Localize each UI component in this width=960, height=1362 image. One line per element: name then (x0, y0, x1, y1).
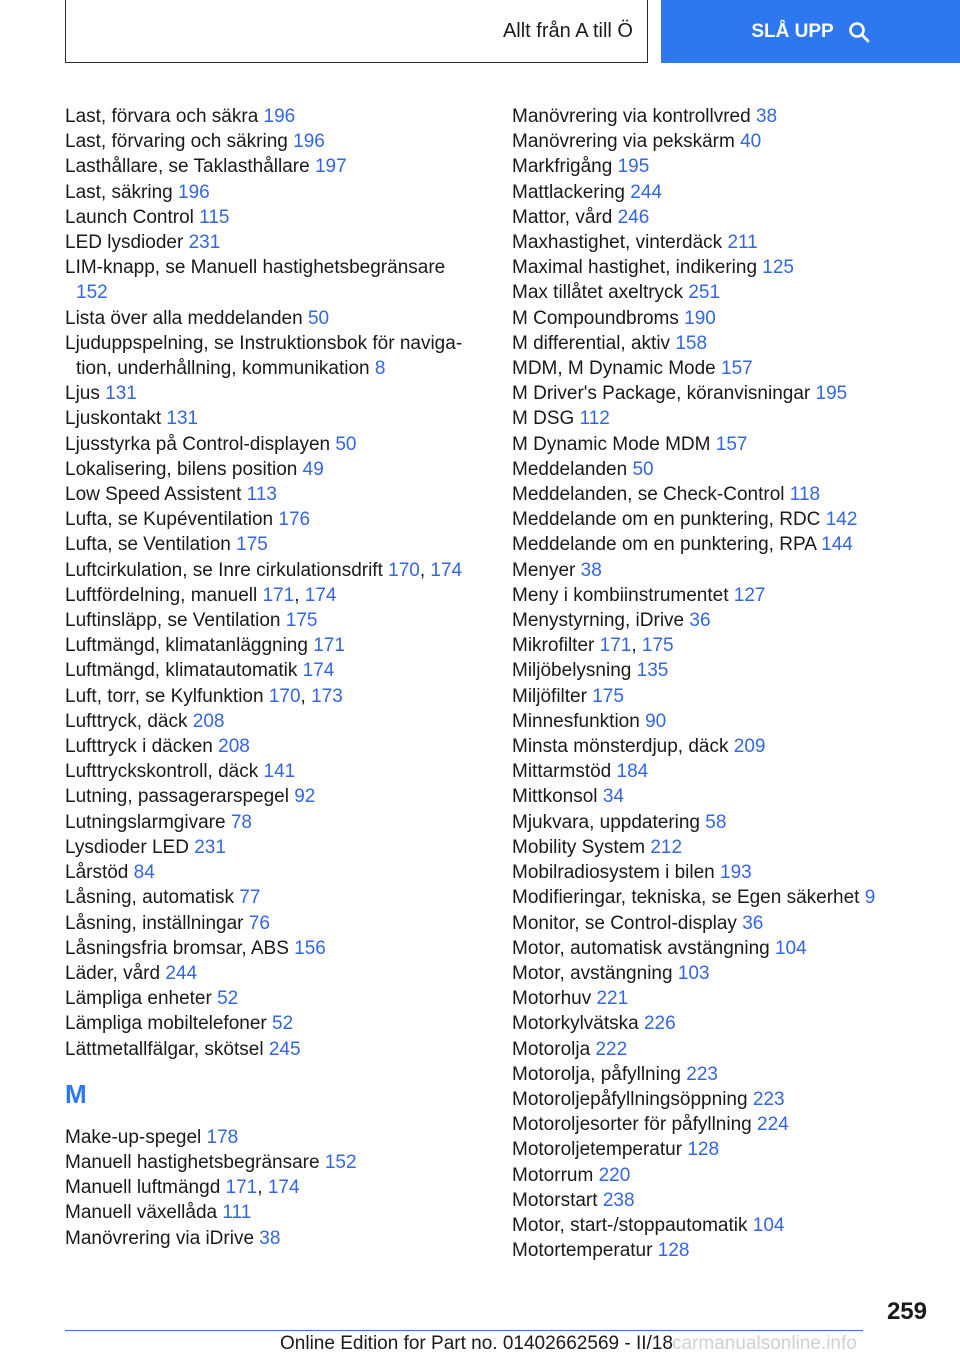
index-entry-text: Miljöbelysning (512, 660, 632, 682)
index-entry-text: Lämpliga enheter (65, 988, 212, 1010)
page-number: 259 (886, 1298, 927, 1325)
index-entry (512, 180, 952, 205)
index-entry (512, 1062, 952, 1087)
index-list-l (65, 104, 475, 1062)
index-entry-text: Meddelande om en punktering, RDC (512, 509, 821, 531)
index-entry-text: Lufta, se Kupéventilation (65, 509, 274, 531)
page-reference-link[interactable]: 244 (630, 181, 662, 203)
index-entry (65, 406, 475, 431)
index-entry (512, 432, 952, 457)
index-entry-text: Manövrering via kontrollvred (512, 106, 751, 127)
page-reference-link[interactable]: 115 (199, 206, 230, 228)
page-reference-link[interactable]: 209 (733, 736, 766, 758)
index-entry-text: Motor, start-/stoppautomatik (512, 1214, 748, 1236)
page-reference-link[interactable]: 231 (188, 232, 221, 254)
page-reference-link[interactable]: 190 (684, 307, 716, 329)
index-entry (65, 1226, 475, 1251)
index-entry-text: Motoroljetemperatur (512, 1139, 683, 1161)
index-entry-text: Luft, torr, se Kylfunktion (65, 685, 264, 707)
page-reference-link[interactable]: 8 (374, 358, 386, 380)
page-reference-link[interactable]: 223 (752, 1088, 785, 1110)
index-entry (512, 658, 952, 683)
index-entry (512, 1087, 952, 1112)
page-reference-link[interactable]: 104 (774, 937, 807, 959)
index-entry-text: Mikrofilter (512, 635, 595, 657)
index-entry-text: Motor, automatisk avstängning (512, 937, 770, 959)
index-entry-text: Lutningslarmgivare (65, 811, 226, 833)
page-reference-link[interactable]: 157 (715, 433, 748, 455)
index-entry (512, 129, 952, 154)
index-entry (512, 255, 952, 280)
page-reference-link[interactable]: 142 (825, 509, 858, 531)
index-entry-text: Ljus (65, 383, 100, 405)
page-reference-link[interactable]: 36 (742, 912, 764, 934)
page-reference-link[interactable]: 220 (598, 1164, 631, 1186)
index-entry (65, 1150, 475, 1175)
section-heading-m: M (65, 1078, 87, 1109)
index-entry-text: Luftmängd, klimatanläggning (65, 635, 308, 657)
index-entry (512, 532, 952, 557)
index-entry (65, 961, 475, 986)
index-entry (65, 709, 475, 734)
index-entry-text: LED lysdioder (65, 232, 184, 254)
index-entry-text: LIM-knapp, se Manuell hastighetsbegränsare (65, 257, 446, 279)
page-reference-link[interactable]: 223 (686, 1063, 718, 1085)
index-entry-text: Minnesfunktion (512, 710, 640, 732)
index-entry: Manuell luftmängd 171, 174 (65, 1177, 300, 1199)
page-reference-link[interactable]: 173 (311, 685, 343, 707)
index-entry (65, 180, 475, 205)
page-reference-link[interactable]: 231 (194, 836, 226, 858)
page-reference-link[interactable]: 246 (617, 206, 650, 228)
page-reference-link[interactable]: 9 (864, 887, 876, 909)
index-entry (65, 986, 475, 1011)
index-entry (65, 507, 475, 532)
index-entry-text: M differential, aktiv (512, 332, 671, 354)
page-reference-link[interactable]: 251 (688, 282, 721, 304)
index-entry (65, 734, 475, 759)
index-entry (512, 835, 952, 860)
index-entry-text: Manuell hastighetsbegränsare (65, 1151, 320, 1173)
index-column-right (512, 104, 952, 1263)
index-entry (512, 860, 952, 885)
page-reference-link[interactable]: 175 (236, 534, 268, 556)
index-entry (65, 784, 475, 809)
index-entry (512, 784, 952, 809)
index-entry-text: Mattor, vård (512, 206, 613, 228)
page-reference-link[interactable]: 152 (76, 282, 108, 304)
index-entry (512, 205, 952, 230)
page-reference-link[interactable]: 135 (636, 660, 669, 682)
page-reference-link[interactable]: 50 (632, 458, 654, 480)
page-reference-link[interactable]: 175 (641, 635, 674, 657)
page-reference-link[interactable]: 40 (740, 131, 762, 153)
index-entry (65, 835, 475, 860)
page-reference-link[interactable]: 211 (727, 232, 758, 254)
index-entry-text: M Compoundbroms (512, 307, 679, 329)
index-entry (512, 558, 952, 583)
page-reference-link[interactable]: 175 (592, 685, 624, 707)
index-entry-text: Miljöfilter (512, 685, 587, 707)
index-entry (512, 1011, 952, 1036)
index-entry-text: Lufttryck, däck (65, 710, 188, 732)
page-reference-link[interactable]: 157 (721, 358, 753, 380)
edition-footer: Online Edition for Part no. 01402662569 - II/18 (280, 1333, 673, 1354)
index-entry-text: Motoroljepåfyllningsöppning (512, 1088, 748, 1110)
index-entry: Mikrofilter 171, 175 (512, 635, 674, 657)
index-entry (512, 230, 952, 255)
index-entry-text: Mobility System (512, 836, 646, 858)
page-reference-link[interactable]: 111 (222, 1202, 252, 1224)
index-entry (65, 759, 475, 784)
page-reference-link[interactable]: 38 (580, 559, 602, 581)
page-reference-link[interactable]: 128 (657, 1240, 690, 1262)
index-entry (65, 633, 475, 658)
index-entry (65, 104, 475, 129)
index-entry (65, 205, 475, 230)
page-reference-link[interactable]: 158 (675, 332, 708, 354)
page-reference-link[interactable]: 49 (302, 458, 324, 480)
index-entry-text: Låsningsfria bromsar, ABS (65, 937, 289, 959)
index-entry (65, 154, 475, 179)
index-entry-text: Lufta, se Ventilation (65, 534, 231, 556)
index-entry-text: Lokalisering, bilens position (65, 458, 298, 480)
index-entry-text: M Driver's Package, köranvisningar (512, 383, 811, 405)
index-entry-text: Läder, vård (65, 962, 161, 984)
page-reference-link[interactable]: 50 (335, 433, 357, 455)
index-entry-text: Manövrering via pekskärm (512, 131, 735, 153)
index-entry-text: Motorolja, påfyllning (512, 1063, 681, 1085)
index-entry-text: Ljuskontakt (65, 408, 162, 430)
page-reference-link[interactable]: 208 (218, 736, 250, 758)
page-reference-link[interactable]: 245 (268, 1038, 301, 1060)
page-reference-link[interactable]: 195 (617, 156, 650, 178)
page-reference-link[interactable]: 58 (705, 811, 727, 833)
page-reference-link[interactable]: 118 (789, 484, 821, 506)
index-entry (512, 986, 952, 1011)
index-entry (512, 406, 952, 431)
page-reference-link[interactable]: 226 (643, 1013, 676, 1035)
index-entry-text: Mjukvara, uppdatering (512, 811, 700, 833)
index-entry (512, 684, 952, 709)
search-icon (848, 21, 870, 43)
index-entry-text: M DSG (512, 408, 575, 430)
index-entry-text: Manövrering via iDrive (65, 1227, 255, 1249)
page-reference-link[interactable]: 212 (650, 836, 683, 858)
index-entry (65, 658, 475, 683)
page-reference-link[interactable]: 103 (677, 962, 710, 984)
index-entry-text: Last, förvaring och säkring (65, 131, 288, 153)
index-entry-text: Lättmetallfälgar, skötsel (65, 1038, 264, 1060)
page-reference-link[interactable]: 36 (689, 610, 711, 632)
page-reference-link[interactable]: 174 (430, 559, 463, 581)
index-entry-text: Low Speed Assistent (65, 484, 242, 506)
index-entry (65, 331, 475, 381)
page-reference-link[interactable]: 174 (267, 1177, 300, 1199)
index-entry (512, 709, 952, 734)
index-entry-text: Lista över alla meddelanden (65, 307, 303, 329)
index-entry-text: Motorolja (512, 1038, 591, 1060)
index-entry (65, 432, 475, 457)
page-reference-link[interactable]: 52 (217, 988, 239, 1010)
index-entry (65, 608, 475, 633)
index-entry-text: Menystyrning, iDrive (512, 610, 685, 632)
page-reference-link[interactable]: 171 (599, 635, 632, 657)
index-entry-text: Monitor, se Control-display (512, 912, 737, 934)
tab-a-to-z-label: Allt från A till Ö (502, 19, 633, 42)
index-entry (512, 1037, 952, 1062)
page-reference-link[interactable]: 38 (755, 106, 778, 127)
index-entry: Luftfördelning, manuell 171, 174 (65, 584, 337, 606)
page-reference-link[interactable]: 84 (133, 862, 155, 884)
index-entry (512, 104, 952, 129)
page-reference-link[interactable]: 131 (166, 408, 199, 430)
page-reference-link[interactable]: 156 (294, 937, 326, 959)
index-entry (65, 1037, 475, 1062)
page-reference-link[interactable]: 38 (259, 1227, 281, 1249)
index-entry (512, 1213, 952, 1238)
index-entry (65, 1200, 475, 1225)
index-entry (512, 583, 952, 608)
index-entry-text: Minsta mönsterdjup, däck (512, 736, 729, 758)
index-entry (65, 306, 475, 331)
index-entry (512, 608, 952, 633)
index-entry-text: Lufttryck i däcken (65, 736, 213, 758)
index-entry (512, 356, 952, 381)
index-entry-text: Launch Control (65, 206, 194, 228)
page-reference-link[interactable]: 78 (230, 811, 252, 833)
page-reference-link[interactable]: 112 (579, 408, 610, 430)
index-entry (512, 911, 952, 936)
index-entry (512, 1112, 952, 1137)
index-entry-text: Luftinsläpp, se Ventilation (65, 610, 281, 632)
index-entry-text: Mattlackering (512, 181, 625, 203)
index-entry (65, 860, 475, 885)
page-reference-link[interactable]: 196 (293, 131, 325, 153)
page-reference-link[interactable]: 76 (248, 912, 270, 934)
index-entry-text: Manuell luftmängd (65, 1177, 221, 1199)
index-list-m-continued (512, 104, 952, 1263)
index-entry (512, 507, 952, 532)
index-entry (65, 482, 475, 507)
index-entry (512, 457, 952, 482)
page-reference-link[interactable]: 238 (602, 1189, 635, 1211)
page-reference-link[interactable]: 196 (178, 181, 210, 203)
page-reference-link[interactable]: 104 (752, 1214, 785, 1236)
index-entry: Luft, torr, se Kylfunktion 170, 173 (65, 685, 343, 707)
page-reference-link[interactable]: 152 (324, 1151, 357, 1173)
page-reference-link[interactable]: 184 (616, 761, 649, 783)
index-entry-text: Motorhuv (512, 988, 592, 1010)
index-entry-text: Menyer (512, 559, 576, 581)
index-entry-text: Meddelanden (512, 458, 628, 480)
index-entry-text: Modifieringar, tekniska, se Egen säkerhet (512, 887, 860, 909)
page-reference-link[interactable]: 208 (192, 710, 225, 732)
index-list-m (65, 1125, 475, 1251)
page-reference-link[interactable]: 92 (294, 786, 316, 808)
index-entry-text: Make-up-spegel (65, 1126, 202, 1148)
page-reference-link[interactable]: 171 (313, 635, 345, 657)
index-entry (65, 810, 475, 835)
page-reference-link[interactable]: 244 (165, 962, 198, 984)
page-reference-link[interactable]: 221 (596, 988, 629, 1010)
page-reference-link[interactable]: 171 (262, 584, 295, 606)
index-entry-text: Lasthållare, se Taklasthållare (65, 156, 310, 178)
footer-divider (65, 1330, 863, 1331)
index-entry-text: Ljusstyrka på Control-displayen (65, 433, 331, 455)
index-entry: Luftcirkulation, se Inre cirkulationsdrift 170, 174 (65, 559, 463, 581)
page-reference-link[interactable]: 34 (602, 786, 624, 808)
index-entry (512, 154, 952, 179)
index-entry-text: Last, säkring (65, 181, 173, 203)
watermark: carmanualsonline.info (672, 1333, 857, 1354)
index-entry (512, 1137, 952, 1162)
index-entry-text: Ljuduppspelning, se Instruktionsbok för navigation, underhållning, kommunikation (65, 332, 463, 380)
page-reference-link[interactable]: 52 (272, 1013, 294, 1035)
index-entry (65, 1125, 475, 1150)
index-entry-text: Luftmängd, klimatautomatik (65, 660, 298, 682)
page-reference-link[interactable]: 50 (307, 307, 330, 329)
page-reference-link[interactable]: 176 (278, 509, 311, 531)
page-reference-link[interactable]: 170 (388, 559, 420, 581)
index-entry-text: Motorrum (512, 1164, 594, 1186)
index-entry-text: Last, förvara och säkra (65, 106, 259, 127)
page-reference-link[interactable]: 170 (268, 685, 301, 707)
index-entry-text: Motoroljesorter för påfyllning (512, 1114, 752, 1136)
index-entry-text: Lämpliga mobiltelefoner (65, 1013, 267, 1035)
index-entry (65, 381, 475, 406)
index-entry-text: Meddelanden, se Check-Control (512, 484, 785, 506)
index-entry-text: M Dynamic Mode MDM (512, 433, 711, 455)
index-column-left (65, 104, 475, 1251)
index-entry (512, 381, 952, 406)
index-entry-text: Låsning, inställningar (65, 912, 244, 934)
index-entry (512, 306, 952, 331)
index-entry-text: Max tillåtet axeltryck (512, 282, 684, 304)
index-entry (512, 734, 952, 759)
index-entry (512, 759, 952, 784)
search-button[interactable] (661, 0, 960, 63)
index-entry-text: Lufttryckskontroll, däck (65, 761, 259, 783)
page-reference-link[interactable]: 131 (105, 383, 137, 405)
index-entry-text: Motortemperatur (512, 1240, 653, 1262)
index-entry-text: Luftcirkulation, se Inre cirkulationsdrift (65, 559, 383, 581)
index-entry (65, 532, 475, 557)
index-entry (512, 885, 952, 910)
index-entry (512, 936, 952, 961)
index-entry (512, 1238, 952, 1263)
page-reference-link[interactable]: 222 (595, 1038, 628, 1060)
index-entry-text: Maximal hastighet, indikering (512, 257, 758, 279)
index-entry (65, 457, 475, 482)
index-entry-text: Motorstart (512, 1189, 598, 1211)
index-entry (512, 482, 952, 507)
index-entry (512, 280, 952, 305)
index-entry (65, 911, 475, 936)
index-entry-text: Lutning, passagerarspegel (65, 786, 289, 808)
page-reference-link[interactable]: 196 (263, 106, 296, 127)
page-reference-link[interactable]: 141 (263, 761, 296, 783)
index-entry (512, 961, 952, 986)
index-entry-text: Mittkonsol (512, 786, 598, 808)
page-reference-link[interactable]: 174 (302, 660, 335, 682)
index-entry-text: Motor, avstängning (512, 962, 673, 984)
page-reference-link[interactable]: 224 (757, 1114, 789, 1136)
index-entry-text: Luftfördelning, manuell (65, 584, 258, 606)
index-entry-text: Motorkylvätska (512, 1013, 639, 1035)
index-entry (65, 885, 475, 910)
index-entry-text: Lårstöd (65, 862, 129, 884)
index-entry (512, 1188, 952, 1213)
index-entry-text: Markfrigång (512, 156, 613, 178)
index-entry (65, 936, 475, 961)
page-reference-link[interactable]: 171 (225, 1177, 258, 1199)
index-entry-text: Mittarmstöd (512, 761, 612, 783)
index-entry-text: Meddelande om en punktering, RPA (512, 534, 816, 556)
index-entry (65, 129, 475, 154)
index-entry (512, 810, 952, 835)
page-reference-link[interactable]: 195 (815, 383, 848, 405)
index-entry-text: MDM, M Dynamic Mode (512, 358, 716, 380)
index-entry-text: Mobilradiosystem i bilen (512, 862, 715, 884)
index-entry-text: Maxhastighet, vinterdäck (512, 232, 723, 254)
page-reference-link[interactable]: 125 (762, 257, 794, 279)
page-reference-link[interactable]: 128 (687, 1139, 720, 1161)
index-entry (512, 1163, 952, 1188)
page-reference-link[interactable]: 77 (239, 887, 261, 909)
index-entry-text: Låsning, automatisk (65, 887, 234, 909)
page-reference-link[interactable]: 174 (304, 584, 337, 606)
page-reference-link[interactable]: 197 (314, 156, 347, 178)
index-entry-text: Manuell växellåda (65, 1202, 218, 1224)
page-reference-link[interactable]: 175 (285, 610, 318, 632)
page-reference-link[interactable]: 193 (720, 862, 752, 884)
index-entry-text: Meny i kombiinstrumentet (512, 584, 729, 606)
search-button-label: SLÅ UPP (751, 20, 834, 42)
index-entry (65, 255, 475, 305)
page-reference-link[interactable]: 127 (733, 584, 766, 606)
page-reference-link[interactable]: 144 (821, 534, 853, 556)
tab-a-to-z[interactable] (65, 0, 648, 63)
index-entry (512, 331, 952, 356)
index-entry (65, 1011, 475, 1036)
index-entry (65, 230, 475, 255)
page-reference-link[interactable]: 178 (206, 1126, 239, 1148)
index-entry-text: Lysdioder LED (65, 836, 189, 858)
page-reference-link[interactable]: 90 (645, 710, 667, 732)
page-reference-link[interactable]: 113 (246, 484, 277, 506)
